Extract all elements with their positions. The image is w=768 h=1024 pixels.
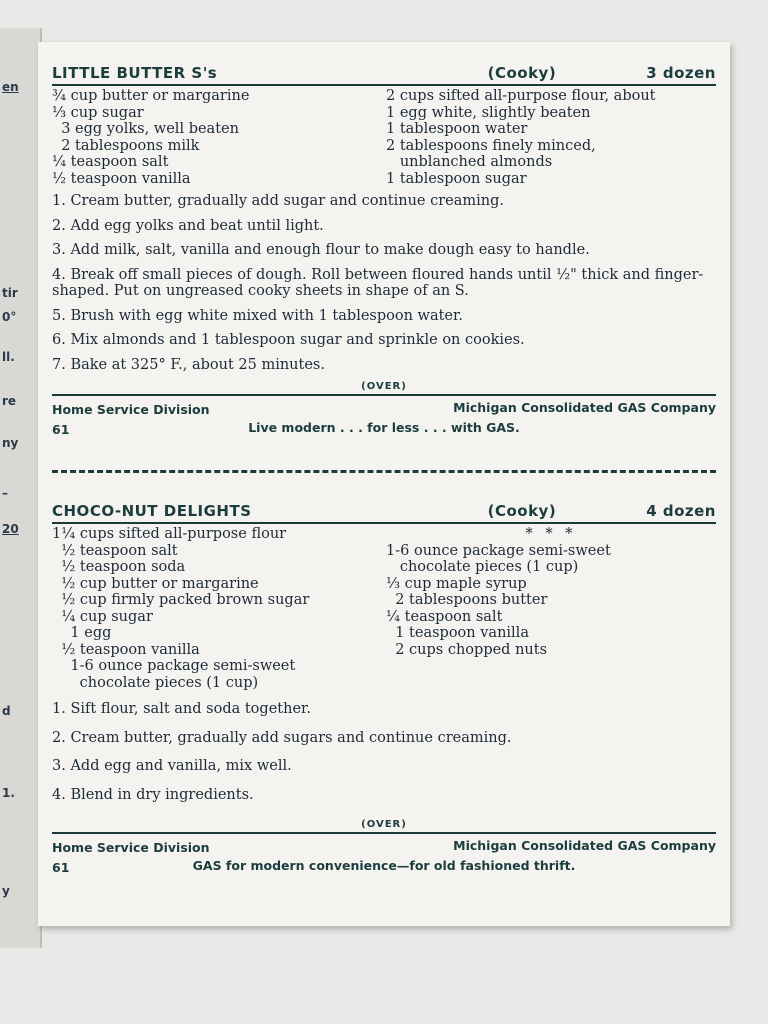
ingredient-item: unblanched almonds bbox=[386, 154, 553, 170]
recipe-step: 1. Cream butter, gradually add sugar and continue creaming. bbox=[52, 193, 505, 209]
left-page-edge bbox=[0, 28, 42, 948]
footer-slogan: Live modern . . . for less . . . with GAS. bbox=[248, 420, 520, 435]
ingredient-item: ⅓ cup sugar bbox=[52, 104, 144, 121]
ingredients-left-column bbox=[52, 526, 382, 691]
ingredients-list bbox=[52, 88, 716, 187]
ingredient-item: 2 tablespoons milk bbox=[52, 137, 200, 154]
ingredients-list bbox=[52, 526, 716, 691]
footer-company: Michigan Consolidated GAS Company bbox=[453, 838, 716, 853]
footer-number: 61 bbox=[52, 422, 70, 437]
ingredient-item: 1 tablespoon water bbox=[386, 121, 528, 137]
recipe-card-little-butter-s bbox=[52, 64, 716, 444]
left-page-fragment: – bbox=[2, 486, 8, 500]
card-footer bbox=[52, 394, 716, 444]
ingredient-item: 1 tablespoon sugar bbox=[386, 170, 527, 187]
ingredient-item: ½ cup firmly packed brown sugar bbox=[52, 592, 310, 608]
recipe-step: 6. Mix almonds and 1 tablespoon sugar and sprinkle on cookies. bbox=[52, 332, 525, 348]
cut-line-divider bbox=[52, 470, 716, 473]
over-label: (OVER) bbox=[361, 819, 407, 830]
section-stars: * * * bbox=[525, 526, 577, 542]
ingredient-item: 3 egg yolks, well beaten bbox=[52, 121, 239, 137]
ingredient-item: ¼ teaspoon salt bbox=[386, 608, 503, 625]
ingredient-item: 1¼ cups sifted all-purpose flour bbox=[52, 526, 287, 542]
ingredients-right-column bbox=[386, 526, 716, 691]
left-page-fragment: tir bbox=[2, 286, 18, 300]
ingredient-item: 1-6 ounce package semi-sweet bbox=[52, 658, 296, 674]
ingredient-item: ¼ teaspoon salt bbox=[52, 154, 169, 170]
recipe-yield: 4 dozen bbox=[646, 502, 716, 520]
recipe-step: 2. Cream butter, gradually add sugars and continue creaming. bbox=[52, 729, 512, 746]
card-footer bbox=[52, 832, 716, 882]
left-page-fragment: d bbox=[2, 704, 11, 718]
recipe-step: 4. Blend in dry ingredients. bbox=[52, 786, 254, 803]
recipe-step: 1. Sift flour, salt and soda together. bbox=[52, 701, 311, 717]
recipe-step: 3. Add egg and vanilla, mix well. bbox=[52, 758, 292, 774]
recipe-title: LITTLE BUTTER S's bbox=[52, 64, 218, 82]
footer-division: Home Service Division bbox=[52, 840, 210, 855]
ingredients-right-column bbox=[386, 88, 716, 187]
ingredient-item: 2 tablespoons finely minced, bbox=[386, 137, 596, 154]
recipe-category: (Cooky) bbox=[487, 64, 557, 82]
recipe-title-row bbox=[52, 502, 716, 524]
recipe-step: 4. Break off small pieces of dough. Roll between floured hands until ½" thick and finger-shaped. Put on ungreased cooky sheets in shape of an S. bbox=[52, 266, 704, 299]
recipe-category: (Cooky) bbox=[487, 502, 557, 520]
ingredient-item: ½ teaspoon vanilla bbox=[52, 641, 200, 658]
ingredient-item: ½ teaspoon soda bbox=[52, 559, 186, 575]
ingredient-item: chocolate pieces (1 cup) bbox=[52, 674, 259, 691]
recipe-step: 3. Add milk, salt, vanilla and enough flour to make dough easy to handle. bbox=[52, 242, 590, 258]
ingredient-item: 2 cups sifted all-purpose flour, about bbox=[386, 88, 656, 104]
recipe-steps bbox=[52, 701, 716, 803]
recipe-step: 5. Brush with egg white mixed with 1 tablespoon water. bbox=[52, 307, 463, 324]
recipe-title: CHOCO-NUT DELIGHTS bbox=[52, 502, 252, 520]
recipe-title-row bbox=[52, 64, 716, 86]
ingredients-left-column bbox=[52, 88, 382, 187]
left-page-fragment: re bbox=[2, 394, 17, 408]
recipe-steps bbox=[52, 193, 716, 373]
recipe-step: 2. Add egg yolks and beat until light. bbox=[52, 217, 324, 234]
ingredient-item: ¼ cup sugar bbox=[52, 608, 153, 625]
footer-number: 61 bbox=[52, 860, 70, 875]
ingredient-item: ⅓ cup maple syrup bbox=[386, 575, 527, 592]
left-page-fragment: 0° bbox=[2, 310, 17, 324]
footer-company: Michigan Consolidated GAS Company bbox=[453, 400, 716, 415]
left-page-fragment: 1. bbox=[2, 786, 15, 800]
ingredient-item: 1-6 ounce package semi-sweet bbox=[386, 542, 611, 559]
footer-division: Home Service Division bbox=[52, 402, 210, 417]
left-page-fragment: ny bbox=[2, 436, 19, 450]
left-page-fragment: y bbox=[2, 884, 10, 898]
ingredient-item: 2 cups chopped nuts bbox=[386, 641, 548, 658]
ingredient-item: 1 egg white, slightly beaten bbox=[386, 104, 591, 121]
ingredient-item: chocolate pieces (1 cup) bbox=[386, 559, 579, 575]
recipe-step: 7. Bake at 325° F., about 25 minutes. bbox=[52, 356, 325, 373]
ingredient-item: 2 tablespoons butter bbox=[386, 592, 548, 608]
ingredient-item: 1 egg bbox=[52, 625, 112, 641]
left-page-fragment: 20 bbox=[2, 522, 19, 536]
recipe-page bbox=[38, 42, 730, 926]
left-page-fragment: ll. bbox=[2, 350, 15, 364]
ingredient-item: ½ teaspoon vanilla bbox=[52, 170, 191, 187]
recipe-card-choco-nut-delights bbox=[52, 502, 716, 882]
over-label: (OVER) bbox=[361, 381, 407, 392]
footer-slogan: GAS for modern convenience—for old fashioned thrift. bbox=[192, 858, 576, 873]
ingredient-item: ½ cup butter or margarine bbox=[52, 575, 259, 592]
ingredient-item: ¾ cup butter or margarine bbox=[52, 88, 250, 104]
ingredient-item: ½ teaspoon salt bbox=[52, 542, 178, 559]
recipe-yield: 3 dozen bbox=[646, 64, 716, 82]
left-page-fragment: en bbox=[2, 80, 19, 94]
ingredient-item: 1 teaspoon vanilla bbox=[386, 625, 529, 641]
